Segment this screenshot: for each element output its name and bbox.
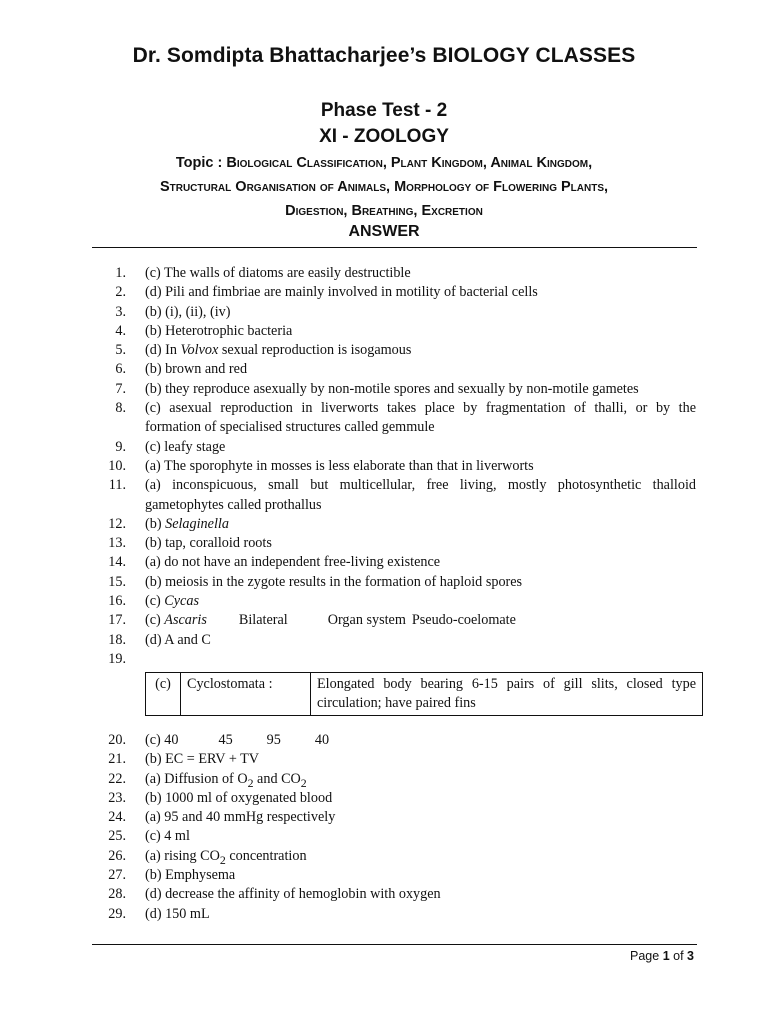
answer-heading: ANSWER: [348, 223, 420, 240]
answer-item-5: 5. (d) In Volvox sexual reproduction is isogamous: [115, 342, 412, 359]
description-cell: Elongated body bearing 6-15 pairs of gill slits, closed type circulation; have paired fins: [311, 673, 703, 716]
answer-item-8: 8. (c) asexual reproduction in liverworts takes place by fragmentation of thalli, or by the: [115, 400, 696, 417]
answer-item-15: 15. (b) meiosis in the zygote results in the formation of haploid spores: [108, 573, 523, 590]
answer-item-23: 23. (b) 1000 ml of oxygenated blood: [108, 789, 333, 806]
answer-item-11-continued: gametophytes called prothallus: [145, 496, 322, 513]
answer-item-28: 28. (d) decrease the affinity of hemoglobin with oxygen: [108, 886, 441, 903]
class-subject-title: XI - ZOOLOGY: [319, 126, 449, 147]
page-number: Page 1 of 3: [630, 949, 694, 963]
document-title: Dr. Somdipta Bhattacharjee’s BIOLOGY CLASSES: [132, 44, 636, 67]
answer-item-3: 3. (b) (i), (ii), (iv): [115, 303, 231, 320]
answer-item-17: 17. (c) Ascaris Bilateral Organ system Pseudo-coelomate: [108, 612, 516, 629]
footer-divider: [92, 944, 697, 945]
answer-item-7: 7. (b) they reproduce asexually by non-motile spores and sexually by non-motile gametes: [115, 380, 639, 397]
answer-item-20: 20. (c) 40 45 95 40: [108, 732, 330, 748]
answer-item-9: 9. (c) leafy stage: [115, 438, 226, 455]
answer-list-continued: [0, 731, 768, 924]
phase-test-title: Phase Test - 2: [320, 100, 448, 121]
answer-item-1: 1. (c) The walls of diatoms are easily destructible: [115, 265, 411, 281]
answer-item-14: 14. (a) do not have an independent free-living existence: [108, 554, 441, 571]
topic-block: [0, 151, 768, 223]
table-row: [146, 673, 703, 716]
answer-item-29: 29. (d) 150 mL: [108, 905, 210, 922]
answer-19-table: [145, 672, 703, 716]
answer-item-2: 2. (d) Pili and fimbriae are mainly involved in motility of bacterial cells: [115, 284, 538, 301]
answer-item-11: 11. (a) inconspicuous, small but multicellular, free living, mostly photosynthetic thalloid: [108, 477, 696, 494]
group-cell: Cyclostomata :: [181, 673, 311, 716]
answer-item-21: 21. (b) EC = ERV + TV: [108, 751, 260, 768]
answer-item-25: 25. (c) 4 ml: [108, 828, 190, 845]
answer-item-10: 10. (a) The sporophyte in mosses is less elaborate than that in liverworts: [108, 457, 534, 474]
answer-item-27: 27. (b) Emphysema: [108, 867, 236, 884]
answer-item-18: 18. (d) A and C: [108, 631, 211, 648]
answer-item-26: 26. (a) rising $CO_2$ concentration: [108, 847, 307, 867]
answer-item-4: 4. (b) Heterotrophic bacteria: [115, 322, 293, 339]
topic-line-3: Digestion, Breathing, Excretion: [285, 203, 483, 219]
answer-list: [0, 264, 768, 669]
answer-item-19: 19.: [108, 650, 126, 667]
answer-item-24: 24. (a) 95 and 40 mmHg respectively: [108, 809, 336, 826]
answer-item-22: 22. (a) Diffusion of $O_2$ and $CO_2$: [108, 770, 307, 790]
answer-item-12: 12. (b) Selaginella: [108, 515, 229, 532]
topic-label: Topic :: [175, 155, 223, 171]
topic-line-2: Structural Organisation of Animals, Morphology of Flowering Plants,: [159, 179, 609, 195]
topic-line-1: Topic : Biological Classification, Plant Kingdom, Animal Kingdom,: [175, 155, 593, 171]
answer-item-16: 16. (c) Cycas: [108, 593, 199, 610]
header-divider: [92, 247, 697, 248]
answer-item-8-continued: formation of specialised structures called gemmule: [145, 419, 435, 436]
answer-item-13: 13. (b) tap, coralloid roots: [108, 535, 272, 552]
option-cell: (c): [146, 673, 181, 716]
answer-item-6: 6. (b) brown and red: [115, 361, 248, 378]
